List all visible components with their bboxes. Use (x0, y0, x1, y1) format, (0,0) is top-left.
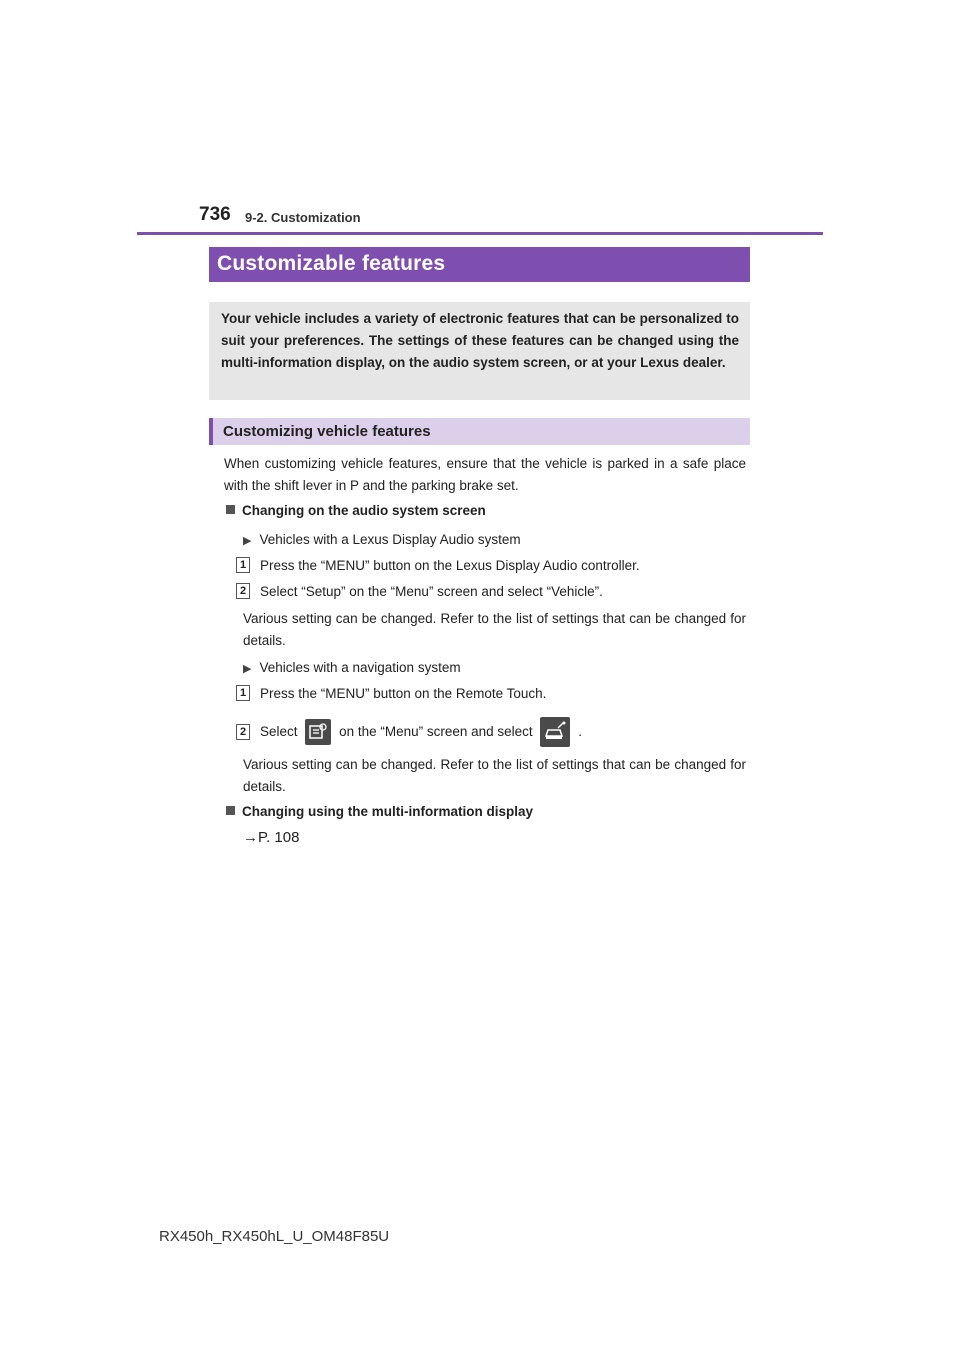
step-number-2: 2 (236, 724, 250, 740)
document-code: RX450h_RX450hL_U_OM48F85U (159, 1228, 390, 1245)
lda-note: Various setting can be changed. Refer to the list of settings that can be changed for details. (243, 611, 746, 648)
nav-step-2 (260, 717, 582, 747)
step-number-1: 1 (236, 685, 250, 701)
nav-step-2-post: . (578, 724, 582, 739)
intro-paragraph: When customizing vehicle features, ensure that the vehicle is parked in a safe place with the shift lever in P and the parking brake set. (224, 456, 746, 493)
step-number-1: 1 (236, 557, 250, 573)
nav-step-1: Press the “MENU” button on the Remote Touch. (260, 686, 547, 701)
section-label: 9-2. Customization (245, 210, 361, 225)
triangle-bullet-icon: ▶ (243, 535, 252, 547)
nav-step-2-mid: on the “Menu” screen and select (339, 724, 533, 739)
intro-text: Your vehicle includes a variety of electronic features that can be personalized to suit your preferences. The settings of these features can be changed using the multi-information display, on the audio system screen, or at your Lexus dealer. (221, 311, 739, 370)
lda-label-text: Vehicles with a Lexus Display Audio system (259, 532, 521, 547)
square-bullet-icon (226, 505, 235, 514)
intro-box (209, 302, 750, 400)
triangle-bullet-icon: ▶ (243, 663, 252, 675)
lda-step-1: Press the “MENU” button on the Lexus Display Audio controller. (260, 558, 640, 573)
title-bar (209, 247, 750, 282)
subsection-accent (209, 418, 213, 445)
square-bullet-icon (226, 806, 235, 815)
header-rule (137, 232, 823, 235)
mid-heading-text: Changing using the multi-information display (242, 804, 533, 819)
vehicle-icon (540, 717, 570, 747)
page-number: 736 (199, 204, 231, 225)
audio-heading (226, 503, 486, 518)
mid-heading (226, 804, 533, 819)
setup-icon (305, 719, 331, 745)
nav-label-text: Vehicles with a navigation system (259, 660, 461, 675)
nav-step-2-pre: Select (260, 724, 298, 739)
audio-heading-text: Changing on the audio system screen (242, 503, 486, 518)
page-title: Customizable features (217, 252, 446, 275)
step-number-2: 2 (236, 583, 250, 599)
nav-note: Various setting can be changed. Refer to the list of settings that can be changed for details. (243, 757, 746, 794)
lda-step-2: Select “Setup” on the “Menu” screen and select “Vehicle”. (260, 584, 603, 599)
subsection-title: Customizing vehicle features (223, 423, 431, 440)
nav-label (243, 657, 461, 680)
lda-label (243, 529, 521, 552)
page-reference-link[interactable]: →P. 108 (243, 829, 300, 846)
subsection-bar (209, 418, 750, 445)
